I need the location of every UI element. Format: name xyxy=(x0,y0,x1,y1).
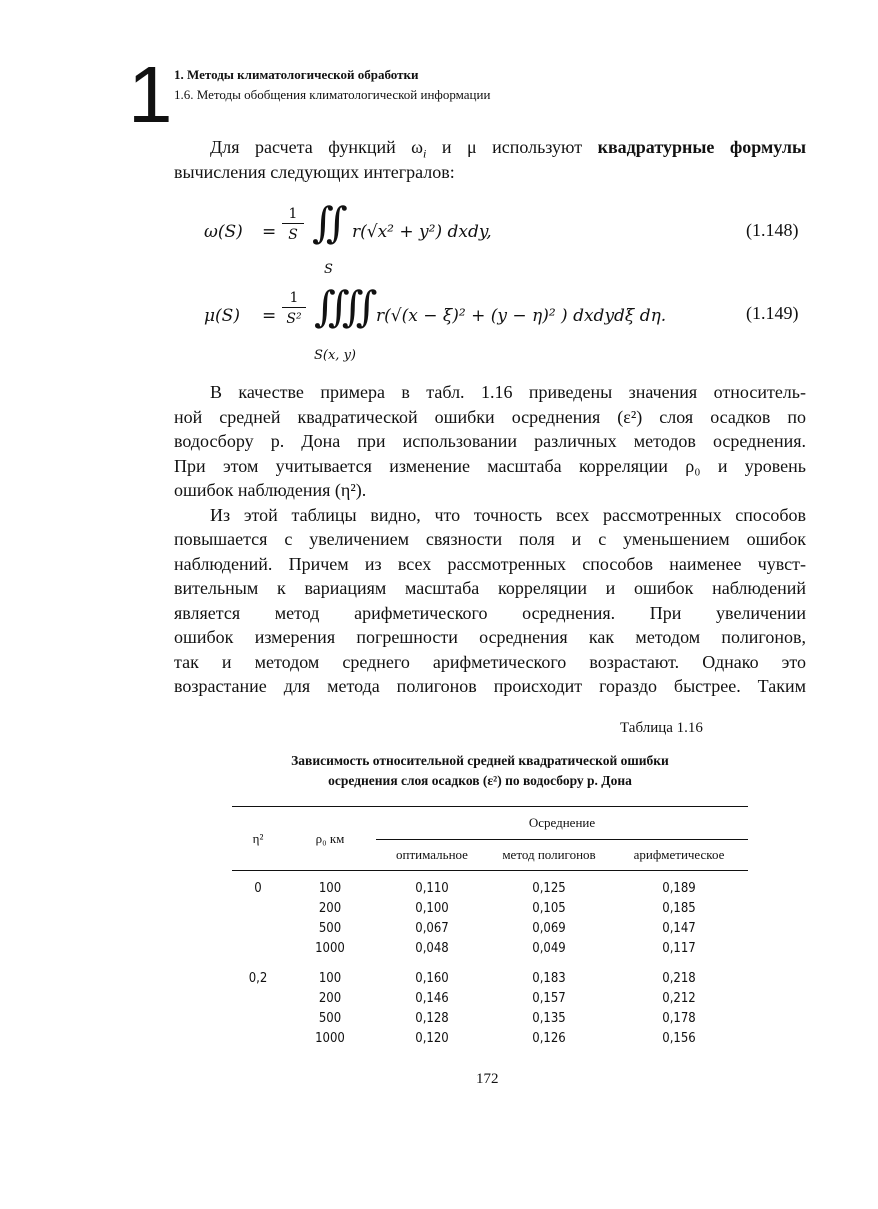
intro-bold-term: квадратурные формулы xyxy=(597,137,806,157)
table-body xyxy=(232,879,748,1049)
table-cell: 0,218 xyxy=(662,971,696,986)
table-title-line-2: осреднения слоя осадков (ε²) по водосбору р. Дона xyxy=(328,773,632,788)
intro-text-mid: и μ используют xyxy=(426,137,598,157)
table-cell: 0,125 xyxy=(532,881,566,896)
table-cell xyxy=(232,1009,284,1029)
paragraph-2-line: ошибок измерения погрешности осреднения как методом полигонов, xyxy=(174,627,806,647)
table-cell: 100 xyxy=(318,881,342,896)
paragraph-1-line: ошибок наблюдения (η²). xyxy=(174,480,367,500)
table-row xyxy=(232,879,748,899)
table-cell: 0,189 xyxy=(662,881,696,896)
table-cell xyxy=(232,899,284,919)
paragraph-2-line: возрастание для метода полигонов происходит гораздо быстрее. Таким xyxy=(174,676,806,696)
column-header-optimal: оптимальное xyxy=(396,847,468,862)
table-cell xyxy=(232,919,284,939)
formula-lhs: ω(S) xyxy=(204,222,243,242)
table-cell xyxy=(232,939,284,959)
formula-denominator: S² xyxy=(286,311,302,327)
table-cell xyxy=(232,989,284,1009)
integral-lower-limit: S(x, y) xyxy=(314,348,356,363)
table-label: Таблица 1.16 xyxy=(620,720,703,736)
table-cell: 0,147 xyxy=(662,921,696,936)
table-cell: 0,048 xyxy=(415,941,449,956)
table-cell: 500 xyxy=(318,921,342,936)
running-header-section: 1.6. Методы обобщения климатологической информации xyxy=(174,87,491,102)
column-header-rho: ρ₀ км xyxy=(315,830,345,846)
table-cell: 500 xyxy=(318,1011,342,1026)
table-cell: 0,067 xyxy=(415,921,449,936)
table-row xyxy=(232,899,748,919)
paragraph-text: Из этой таблицы видно, что точность всех рассмотренных способов xyxy=(210,505,806,525)
table-row xyxy=(232,989,748,1009)
data-table xyxy=(232,806,748,1049)
table-cell: 0,069 xyxy=(532,921,566,936)
table-cell: 0,110 xyxy=(415,881,449,896)
table-cell: 0,120 xyxy=(415,1031,449,1046)
table-cell: 200 xyxy=(318,901,342,916)
integrand: r(√(x − ξ)² + (y − η)² ) dxdydξ dη. xyxy=(376,306,667,326)
paragraph-2-line: является метод арифметического осреднения. При увеличении xyxy=(174,603,806,623)
integral-signs: ∫∫∫∫ xyxy=(314,282,370,331)
table-row xyxy=(232,939,748,959)
table-cell: 0,183 xyxy=(532,971,566,986)
table-cell: 1000 xyxy=(315,1031,345,1046)
equals-sign: = xyxy=(262,222,277,242)
column-header-polygons: метод полигонов xyxy=(502,847,596,862)
column-header-eta: η² xyxy=(252,830,264,846)
table-cell: 1000 xyxy=(315,941,345,956)
table-cell: 200 xyxy=(318,991,342,1006)
table-row xyxy=(232,1009,748,1029)
intro-subscript: i xyxy=(423,146,427,161)
table-cell: 100 xyxy=(318,971,342,986)
intro-text-start: Для расчета функций ω xyxy=(210,137,424,157)
table-cell: 0,185 xyxy=(662,901,696,916)
table-cell: 0,135 xyxy=(532,1011,566,1026)
table-row xyxy=(232,959,748,989)
table-cell: 0,117 xyxy=(662,941,696,956)
formula-numerator: 1 xyxy=(282,290,306,308)
table-cell: 0,126 xyxy=(532,1031,566,1046)
running-header-chapter: 1. Методы климатологической обработки xyxy=(174,67,419,82)
paragraph-2-line: вительным к вариациям масштаба корреляции и ошибок наблюдений xyxy=(174,578,806,598)
equation-number: (1.149) xyxy=(746,303,799,323)
equals-sign: = xyxy=(262,306,277,326)
formula-numerator: 1 xyxy=(282,206,304,224)
table-cell: 0,157 xyxy=(532,991,566,1006)
column-group-header: Осреднение xyxy=(376,807,748,840)
paragraph-1-line xyxy=(174,380,806,405)
table-cell: 0,146 xyxy=(415,991,449,1006)
table-cell: 0,128 xyxy=(415,1011,449,1026)
table-row xyxy=(232,919,748,939)
table-cell: 0,105 xyxy=(532,901,566,916)
integral-signs: ∫∫ xyxy=(312,198,340,247)
table-cell: 0,100 xyxy=(415,901,449,916)
table-cell: 0,178 xyxy=(662,1011,696,1026)
table-cell: 0,160 xyxy=(415,971,449,986)
table-cell: 0,156 xyxy=(662,1031,696,1046)
intro-line-2: вычисления следующих интегралов: xyxy=(174,162,455,182)
table-cell: 0,2 xyxy=(248,971,268,986)
table-row xyxy=(232,1029,748,1049)
paragraph-1-line: водосбору р. Дона при использовании различных методов осреднения. xyxy=(174,431,806,451)
table-cell: 0,049 xyxy=(532,941,566,956)
equation-number: (1.148) xyxy=(746,220,799,240)
integrand: r(√x² + y²) dxdy, xyxy=(352,222,492,242)
paragraph-2-line xyxy=(174,503,806,528)
paragraph-2-line: так и методом среднего арифметического возрастают. Однако это xyxy=(174,652,806,672)
paragraph-2-line: наблюдений. Причем из всех рассмотренных способов наименее чувст- xyxy=(174,554,806,574)
table-title xyxy=(200,751,760,791)
paragraph-text: В качестве примера в табл. 1.16 приведены значения относитель- xyxy=(210,382,806,402)
table-cell: 0 xyxy=(254,881,262,896)
paragraph-1-line: ной средней квадратической ошибки осреднения (ε²) слоя осадков по xyxy=(174,407,806,427)
paragraph-2-line: повышается с увеличением связности поля и с уменьшением ошибок xyxy=(174,529,806,549)
formula-lhs: μ(S) xyxy=(204,306,240,326)
table-cell xyxy=(232,1029,284,1049)
page-number: 172 xyxy=(476,1071,499,1087)
integral-lower-limit: S xyxy=(324,262,333,277)
formula-denominator: S xyxy=(288,227,298,243)
chapter-number: 1 xyxy=(128,50,173,139)
table-title-line-1: Зависимость относительной средней квадратической ошибки xyxy=(291,753,669,768)
paragraph-1-line: При этом учитывается изменение масштаба корреляции ρ₀ и уровень xyxy=(174,456,806,476)
column-header-arithmetic: арифметическое xyxy=(633,847,725,862)
table-cell: 0,212 xyxy=(662,991,696,1006)
